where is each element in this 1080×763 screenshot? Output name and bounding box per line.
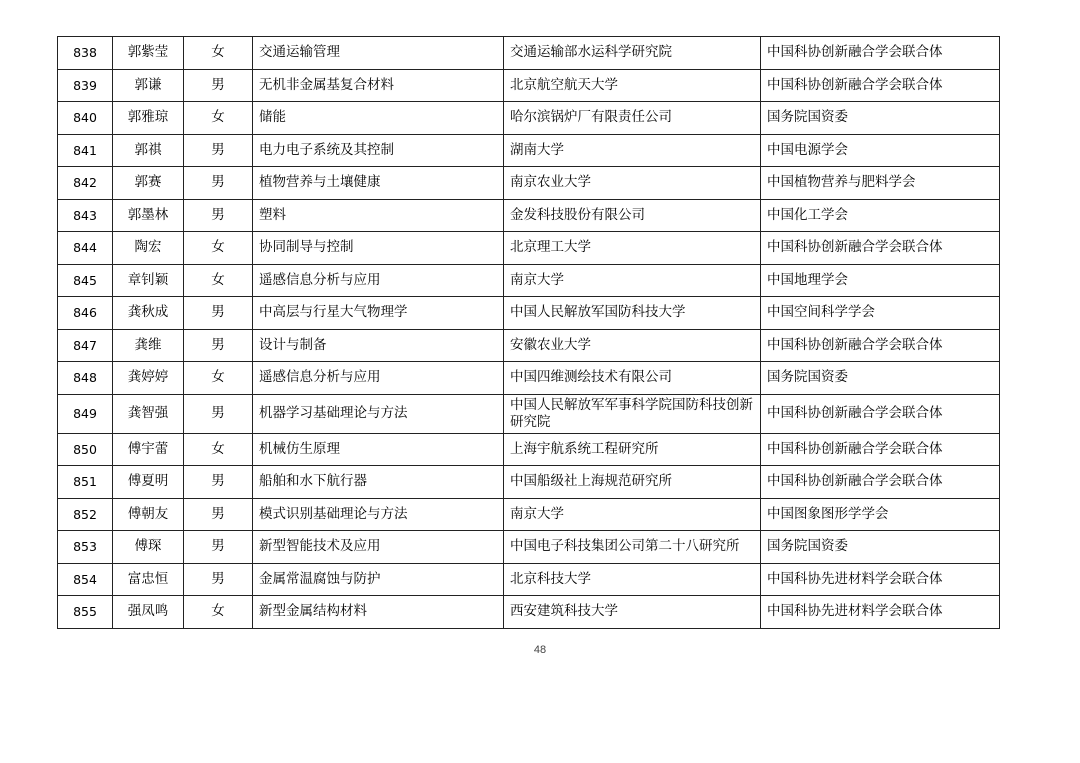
nominee-name: 陶宏 [113, 232, 184, 265]
row-number: 850 [58, 433, 113, 466]
work-unit: 金发科技股份有限公司 [504, 199, 761, 232]
nominee-sex: 男 [184, 69, 253, 102]
row-number: 855 [58, 596, 113, 629]
recommending-body: 中国空间科学学会 [761, 297, 1000, 330]
research-field: 设计与制备 [253, 329, 504, 362]
nominee-sex: 男 [184, 498, 253, 531]
work-unit: 中国人民解放军国防科技大学 [504, 297, 761, 330]
recommending-body: 中国科协创新融合学会联合体 [761, 329, 1000, 362]
nominee-sex: 女 [184, 264, 253, 297]
row-number: 851 [58, 466, 113, 499]
research-field: 机械仿生原理 [253, 433, 504, 466]
nominee-name: 傅宇蕾 [113, 433, 184, 466]
research-field: 无机非金属基复合材料 [253, 69, 504, 102]
nominee-sex: 女 [184, 433, 253, 466]
work-unit: 北京科技大学 [504, 563, 761, 596]
nominee-table [57, 36, 1000, 629]
row-number: 848 [58, 362, 113, 395]
nominee-sex: 男 [184, 297, 253, 330]
nominee-name: 章钊颖 [113, 264, 184, 297]
nominee-sex: 女 [184, 362, 253, 395]
nominee-sex: 男 [184, 167, 253, 200]
nominee-name: 龚秋成 [113, 297, 184, 330]
work-unit: 南京农业大学 [504, 167, 761, 200]
work-unit: 上海宇航系统工程研究所 [504, 433, 761, 466]
row-number: 846 [58, 297, 113, 330]
recommending-body: 国务院国资委 [761, 362, 1000, 395]
recommending-body: 中国科协创新融合学会联合体 [761, 466, 1000, 499]
row-number: 840 [58, 102, 113, 135]
table-row [58, 329, 1000, 362]
recommending-body: 中国植物营养与肥料学会 [761, 167, 1000, 200]
nominee-sex: 男 [184, 394, 253, 433]
nominee-sex: 男 [184, 563, 253, 596]
table-row [58, 167, 1000, 200]
nominee-name: 富忠恒 [113, 563, 184, 596]
table-row [58, 531, 1000, 564]
row-number: 841 [58, 134, 113, 167]
row-number: 838 [58, 37, 113, 70]
nominee-name: 龚婷婷 [113, 362, 184, 395]
row-number: 845 [58, 264, 113, 297]
nominee-sex: 女 [184, 37, 253, 70]
research-field: 新型金属结构材料 [253, 596, 504, 629]
table-row [58, 102, 1000, 135]
table-row [58, 563, 1000, 596]
recommending-body: 中国科协创新融合学会联合体 [761, 232, 1000, 265]
research-field: 协同制导与控制 [253, 232, 504, 265]
research-field: 遥感信息分析与应用 [253, 362, 504, 395]
nominee-name: 傅夏明 [113, 466, 184, 499]
research-field: 电力电子系统及其控制 [253, 134, 504, 167]
table-row [58, 69, 1000, 102]
table-row [58, 264, 1000, 297]
table-row [58, 596, 1000, 629]
recommending-body: 中国科协创新融合学会联合体 [761, 37, 1000, 70]
table-row [58, 199, 1000, 232]
work-unit: 交通运输部水运科学研究院 [504, 37, 761, 70]
table-row [58, 362, 1000, 395]
nominee-name: 龚智强 [113, 394, 184, 433]
nominee-sex: 女 [184, 596, 253, 629]
recommending-body: 中国科协创新融合学会联合体 [761, 394, 1000, 433]
nominee-name: 郭墨林 [113, 199, 184, 232]
recommending-body: 国务院国资委 [761, 531, 1000, 564]
research-field: 交通运输管理 [253, 37, 504, 70]
row-number: 849 [58, 394, 113, 433]
recommending-body: 中国科协创新融合学会联合体 [761, 433, 1000, 466]
work-unit: 湖南大学 [504, 134, 761, 167]
recommending-body: 中国化工学会 [761, 199, 1000, 232]
work-unit: 南京大学 [504, 498, 761, 531]
work-unit: 中国四维测绘技术有限公司 [504, 362, 761, 395]
recommending-body: 中国电源学会 [761, 134, 1000, 167]
row-number: 839 [58, 69, 113, 102]
table-row [58, 232, 1000, 265]
nominee-name: 郭雅琼 [113, 102, 184, 135]
nominee-sex: 男 [184, 134, 253, 167]
recommending-body: 中国图象图形学学会 [761, 498, 1000, 531]
work-unit: 中国人民解放军军事科学院国防科技创新研究院 [504, 394, 761, 433]
work-unit: 南京大学 [504, 264, 761, 297]
row-number: 843 [58, 199, 113, 232]
work-unit: 北京理工大学 [504, 232, 761, 265]
row-number: 854 [58, 563, 113, 596]
table-row [58, 466, 1000, 499]
table-row [58, 498, 1000, 531]
research-field: 塑料 [253, 199, 504, 232]
nominee-name: 郭祺 [113, 134, 184, 167]
page-number: 48 [533, 644, 547, 656]
nominee-sex: 女 [184, 102, 253, 135]
row-number: 844 [58, 232, 113, 265]
nominee-sex: 男 [184, 531, 253, 564]
recommending-body: 中国科协先进材料学会联合体 [761, 563, 1000, 596]
research-field: 船舶和水下航行器 [253, 466, 504, 499]
recommending-body: 中国地理学会 [761, 264, 1000, 297]
nominee-name: 郭谦 [113, 69, 184, 102]
research-field: 中高层与行星大气物理学 [253, 297, 504, 330]
table-row [58, 37, 1000, 70]
recommending-body: 中国科协创新融合学会联合体 [761, 69, 1000, 102]
row-number: 852 [58, 498, 113, 531]
recommending-body: 国务院国资委 [761, 102, 1000, 135]
nominee-sex: 男 [184, 329, 253, 362]
nominee-sex: 男 [184, 466, 253, 499]
nominee-name: 龚维 [113, 329, 184, 362]
research-field: 储能 [253, 102, 504, 135]
nominee-name: 傅朝友 [113, 498, 184, 531]
research-field: 模式识别基础理论与方法 [253, 498, 504, 531]
work-unit: 西安建筑科技大学 [504, 596, 761, 629]
research-field: 机器学习基础理论与方法 [253, 394, 504, 433]
table-row [58, 297, 1000, 330]
nominee-sex: 男 [184, 199, 253, 232]
research-field: 植物营养与土壤健康 [253, 167, 504, 200]
table-row [58, 394, 1000, 433]
nominee-name: 郭赛 [113, 167, 184, 200]
research-field: 遥感信息分析与应用 [253, 264, 504, 297]
table-body [58, 37, 1000, 629]
research-field: 金属常温腐蚀与防护 [253, 563, 504, 596]
nominee-name: 傅琛 [113, 531, 184, 564]
work-unit: 中国电子科技集团公司第二十八研究所 [504, 531, 761, 564]
row-number: 853 [58, 531, 113, 564]
work-unit: 北京航空航天大学 [504, 69, 761, 102]
nominee-name: 强凤鸣 [113, 596, 184, 629]
work-unit: 哈尔滨锅炉厂有限责任公司 [504, 102, 761, 135]
work-unit: 安徽农业大学 [504, 329, 761, 362]
recommending-body: 中国科协先进材料学会联合体 [761, 596, 1000, 629]
row-number: 847 [58, 329, 113, 362]
row-number: 842 [58, 167, 113, 200]
nominee-name: 郭紫莹 [113, 37, 184, 70]
table-row [58, 433, 1000, 466]
nominee-sex: 女 [184, 232, 253, 265]
work-unit: 中国船级社上海规范研究所 [504, 466, 761, 499]
research-field: 新型智能技术及应用 [253, 531, 504, 564]
table-row [58, 134, 1000, 167]
